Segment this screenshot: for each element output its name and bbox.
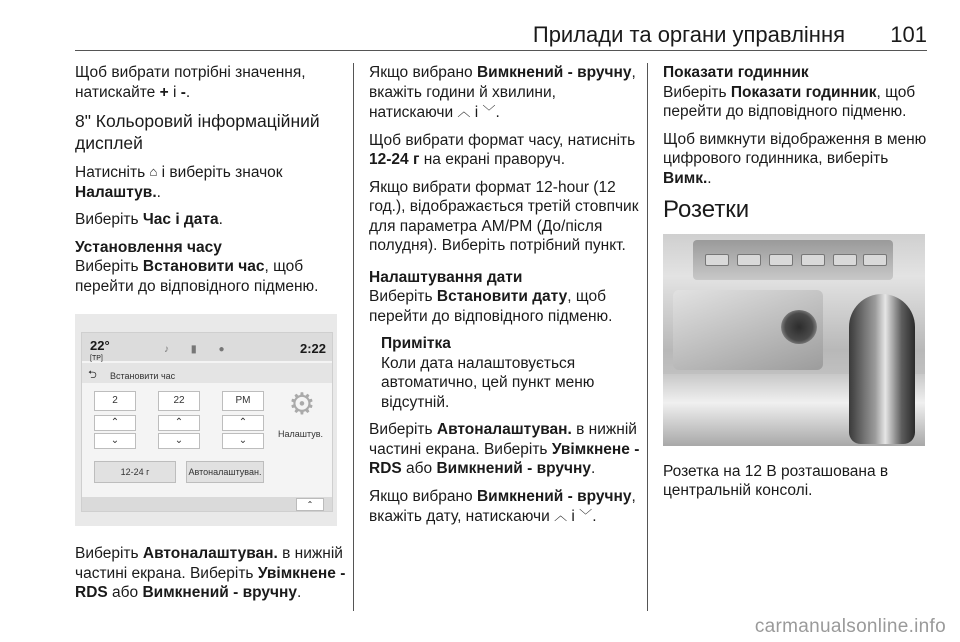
chevron-up-icon: ︿ [554, 508, 568, 523]
gear-icon: ⚙ [288, 388, 316, 421]
settings-label: Налаштув. [278, 429, 323, 439]
section-heading: 8" Кольоровий інформаційний дисплей [75, 111, 320, 153]
display-screen [81, 332, 333, 512]
panel-button [737, 254, 761, 266]
hour-down-button[interactable]: ⌄ [94, 433, 136, 449]
auto-set-button[interactable]: Автоналаштуван. [186, 461, 264, 483]
chevron-down-icon: ﹀ [579, 508, 593, 523]
section-heading: Розетки [663, 196, 750, 223]
minute-down-button[interactable]: ⌄ [158, 433, 200, 449]
paragraph: Якщо вибрано Вимкнений - вручну, вкажіть дату, натискаючи ︿ і ﹀. [369, 487, 636, 525]
menu-label: Встановити час [110, 371, 176, 381]
paragraph: Якщо вибрати формат 12-hour (12 год.), відображається третій стовпчик для параметра AM/PM (До/після полудня). Виберіть потрібний пункт. [369, 178, 639, 254]
panel-button [769, 254, 793, 266]
subsection-heading: Показати годинник [663, 64, 809, 81]
panel-button [863, 254, 887, 266]
paragraph: Виберіть Встановити дату, щоб перейти до відповідного підменю. [369, 288, 613, 325]
control-panel [693, 240, 893, 280]
paragraph: Виберіть Встановити час, щоб перейти до відповідного підменю. [75, 258, 319, 295]
panel-button [705, 254, 729, 266]
subsection-heading: Налаштування дати [369, 268, 523, 286]
minute-up-button[interactable]: ⌃ [158, 415, 200, 431]
paragraph: Виберіть Час і дата. [75, 211, 223, 228]
column-2 [369, 63, 641, 535]
paragraph: Виберіть Автоналаштуван. в нижній частині екрана. Виберіть Увімкнене - RDS або Вимкнений - вручну. [75, 545, 346, 601]
ampm-value: PM [222, 391, 264, 411]
page-header [75, 0, 927, 51]
watermark: carmanualsonline.info [754, 616, 946, 637]
paragraph: Виберіть Показати годинник, щоб перейти до відповідного підменю. [663, 83, 916, 120]
column-divider [353, 63, 354, 611]
gear-lever [849, 294, 915, 444]
tp-indicator: [TP] [90, 355, 103, 362]
paragraph: Виберіть Автоналаштуван. в нижній частині екрана. Виберіть Увімкнене - RDS або Вимкнений - вручну. [369, 421, 640, 477]
temperature: 22° [90, 338, 110, 353]
back-arrow-icon[interactable]: ⮌ [88, 369, 97, 381]
minute-value: 22 [158, 391, 200, 411]
ampm-up-button[interactable]: ⌃ [222, 415, 264, 431]
paragraph: Якщо вибрано Вимкнений - вручну, вкажіть години й хвилини, натискаючи ︿ і ﹀. [369, 64, 636, 121]
note-title: Примітка [381, 335, 451, 352]
subsection-heading: Установлення часу [75, 238, 222, 256]
chevron-up-icon[interactable]: ⌃ [296, 498, 324, 511]
column-divider [647, 63, 648, 611]
status-bar [82, 333, 332, 361]
panel-button [801, 254, 825, 266]
column-3 [663, 63, 933, 509]
paragraph: Щоб вибрати формат часу, натисніть 12-24 г на екрані праворуч. [369, 131, 636, 168]
paragraph: Натисніть ⌂ і виберіть значок Налаштув.. [75, 164, 283, 201]
menu-title-row [82, 363, 332, 383]
format-button[interactable]: 12-24 г [94, 461, 176, 483]
note-text: Коли дата налаштовується автоматично, цей пункт меню відсутній. [381, 354, 595, 411]
chevron-up-icon: ︿ [457, 104, 471, 119]
note-box [381, 334, 641, 412]
ampm-down-button[interactable]: ⌄ [222, 433, 264, 449]
hour-up-button[interactable]: ⌃ [94, 415, 136, 431]
paragraph: Щоб вимкнути відображення в меню цифрового годинника, виберіть Вимк.. [663, 130, 927, 187]
hour-value: 2 [94, 391, 136, 411]
column-1 [75, 63, 347, 611]
page-title: Прилади та органи управління [532, 22, 845, 47]
status-icons: ♪▮● [164, 344, 247, 355]
panel-button [833, 254, 857, 266]
chevron-down-icon: ﹀ [482, 104, 496, 119]
power-outlet-photo [663, 234, 925, 446]
home-icon: ⌂ [149, 164, 158, 179]
display-screenshot [75, 314, 337, 526]
power-socket [781, 310, 817, 344]
bottom-bar [82, 497, 332, 511]
page-number: 101 [890, 22, 927, 47]
paragraph: Щоб вибрати потрібні значення, натискайте + і -. [75, 64, 306, 101]
photo-caption: Розетка на 12 В розташована в центральній консолі. [663, 462, 889, 499]
clock: 2:22 [299, 341, 326, 356]
